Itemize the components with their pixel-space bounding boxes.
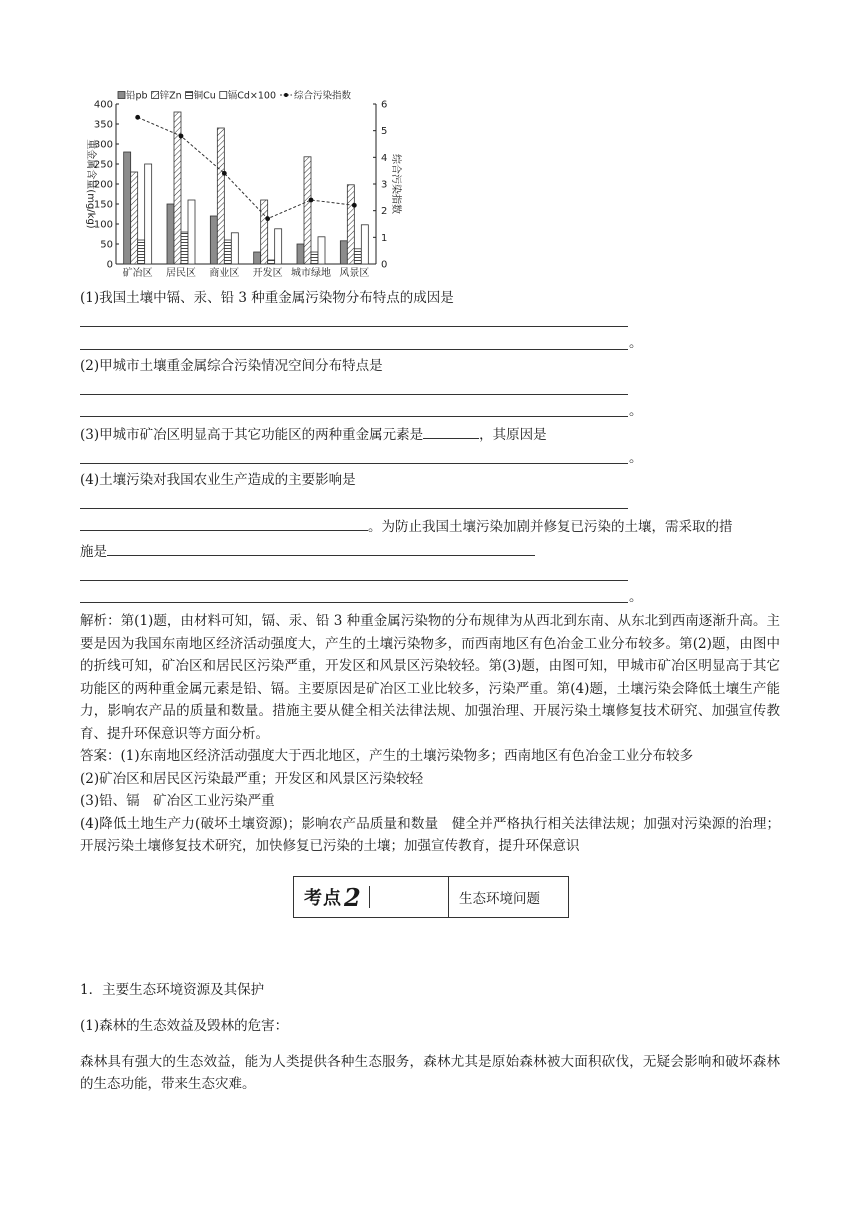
- bar-3: [318, 237, 325, 264]
- question-4: (4)土壤污染对我国农业生产造成的主要影响是: [80, 472, 356, 488]
- section-subheading: (1)森林的生态效益及毁林的危害：: [80, 1017, 289, 1034]
- category-label: 居民区: [166, 268, 196, 279]
- bar-1: [304, 157, 311, 264]
- bar-2: [138, 240, 145, 264]
- bar-3: [275, 229, 282, 264]
- legend-swatch: [186, 92, 193, 99]
- bar-0: [340, 241, 347, 264]
- section-body: 森林具有强大的生态效益，能为人类提供各种生态服务，森林尤其是原始森林被大面积砍伐，无疑会影响和破坏森林的生态功能，带来生态灾难。: [80, 1053, 780, 1092]
- legend-dot: [284, 93, 288, 97]
- answer-line: [80, 563, 780, 586]
- question-2: (2)甲城市土壤重金属综合污染情况空间分布特点是: [80, 357, 383, 374]
- blank-field: [107, 539, 535, 556]
- y-tick-label: 150: [93, 199, 113, 211]
- bar-3: [231, 233, 238, 264]
- y2-tick-label: 1: [381, 232, 388, 244]
- blank-field: [80, 514, 368, 531]
- question-1: (1)我国土壤中镉、汞、铅 3 种重金属污染物分布特点的成因是: [80, 290, 454, 306]
- topic-number: 2: [344, 882, 361, 912]
- section-block: [80, 965, 780, 1109]
- y-tick-label: 100: [93, 219, 113, 231]
- line-point: [179, 134, 184, 139]
- legend-label: 锌Zn: [159, 90, 182, 102]
- bar-2: [181, 232, 188, 264]
- bar-0: [124, 152, 131, 264]
- y2-tick-label: 5: [381, 126, 388, 138]
- line-series-path: [138, 117, 355, 218]
- legend-label: 铅pb: [126, 90, 148, 102]
- question-3: (3)甲城市矿冶区明显高于其它功能区的两种重金属元素是 ，其原因是: [80, 422, 780, 447]
- answer-line: 。: [80, 586, 780, 609]
- bar-0: [297, 244, 304, 264]
- category-label: 风景区: [339, 268, 370, 279]
- bar-1: [217, 128, 224, 264]
- answer-line: [80, 310, 780, 333]
- category-label: 城市绿地: [291, 268, 331, 279]
- y-tick-label: 50: [100, 239, 113, 251]
- bar-1: [347, 185, 354, 264]
- category-label: 商业区: [209, 268, 240, 279]
- section-heading: 1．主要生态环境资源及其保护: [80, 981, 265, 998]
- bar-2: [268, 260, 275, 264]
- answer-4: (4)降低土地生产力(破坏土壤资源)；影响农产品质量和数量 健全并严格执行相关法律法规；加强对污染源的治理；开展污染土壤修复技术研究，加快修复已污染的土壤；加强宣传教育，提升环保意识: [80, 815, 780, 854]
- pollution-chart: [78, 88, 401, 279]
- y2-axis-label: 综合污染指数: [390, 154, 401, 214]
- line-point: [309, 198, 314, 203]
- analysis-text: 解析：第(1)题，由材料可知，镉、汞、铅 3 种重金属污染物的分布规律为从西北到东南、从东北到西南逐渐升高。主要是因为我国东南地区经济活动强度大，产生的土壤污染物多，而西南地区有色冶金工业分布较多。第(2)题，由图中的折线可知，矿冶区和居民区污染严重，开发区和风景区污染较轻。第(3)题，由图可知，甲城市矿冶区明显高于其它功能区的两种重金属元素是铅、镉。主要原因是矿冶区工业比较多，污染严重。第(4)题，土壤污染会降低土壤生产能力，影响农产品的质量和数量。措施主要从健全相关法律法规、加强治理、开展污染土壤修复技术研究、加强宣传教育、提升环保意识等方面分析。: [80, 613, 780, 742]
- y2-tick-label: 2: [381, 206, 388, 218]
- topic-header: [293, 876, 569, 918]
- topic-label: 考点: [304, 888, 342, 909]
- answer-1: 答案：(1)东南地区经济活动强度大于西北地区，产生的土壤污染物多；西南地区有色冶金工业分布较多: [80, 748, 694, 764]
- chart-legend: [118, 90, 352, 102]
- line-point: [135, 115, 140, 120]
- legend-swatch: [152, 92, 159, 99]
- y-tick-label: 350: [93, 119, 113, 131]
- y-tick-label: 300: [93, 139, 113, 151]
- answer-line: 。: [80, 447, 780, 470]
- line-point: [265, 216, 270, 221]
- bar-2: [311, 252, 318, 264]
- legend-swatch: [220, 92, 227, 99]
- line-point: [352, 203, 357, 208]
- bar-3: [145, 164, 152, 264]
- y-tick-label: 0: [106, 259, 113, 271]
- legend-label: 镉Cd×100: [227, 90, 277, 102]
- category-label: 矿冶区: [122, 268, 153, 279]
- y-tick-label: 200: [93, 179, 113, 191]
- y2-tick-label: 3: [381, 179, 388, 191]
- answer-line: [80, 492, 780, 515]
- bar-0: [254, 252, 261, 264]
- answer-3: (3)铅、镉 矿冶区工业污染严重: [80, 793, 275, 809]
- y-tick-label: 250: [93, 159, 113, 171]
- topic-divider: [369, 886, 371, 908]
- questions-block: [80, 287, 780, 858]
- y2-tick-label: 4: [381, 152, 388, 164]
- answer-line: [80, 377, 780, 400]
- category-label: 开发区: [252, 268, 283, 279]
- bar-2: [354, 249, 361, 264]
- bar-1: [131, 172, 138, 264]
- answer-line: 。: [80, 332, 780, 355]
- blank-field: [423, 422, 479, 439]
- legend-label: 铜Cu: [193, 90, 216, 102]
- y-tick-label: 400: [93, 99, 113, 111]
- bar-0: [210, 216, 217, 264]
- y2-tick-label: 6: [381, 99, 388, 111]
- question-4-measures: 施是: [80, 539, 780, 564]
- bar-3: [361, 225, 368, 264]
- bar-3: [188, 200, 195, 264]
- bar-0: [167, 204, 174, 264]
- answer-2: (2)矿冶区和居民区污染最严重；开发区和风景区污染较轻: [80, 770, 424, 787]
- question-4-cont: 。为防止我国土壤污染加剧并修复已污染的土壤，需采取的措: [80, 514, 780, 539]
- legend-label: 综合污染指数: [294, 90, 352, 102]
- y-axis-label: 重金属含量(mg/kg): [85, 139, 96, 229]
- legend-swatch: [118, 92, 125, 99]
- answer-line: 。: [80, 400, 780, 423]
- topic-label-cell: [294, 877, 449, 917]
- y2-tick-label: 0: [381, 259, 388, 271]
- bar-2: [224, 240, 231, 264]
- line-point: [222, 171, 227, 176]
- bar-1: [261, 200, 268, 264]
- topic-title: 生态环境问题: [459, 891, 540, 907]
